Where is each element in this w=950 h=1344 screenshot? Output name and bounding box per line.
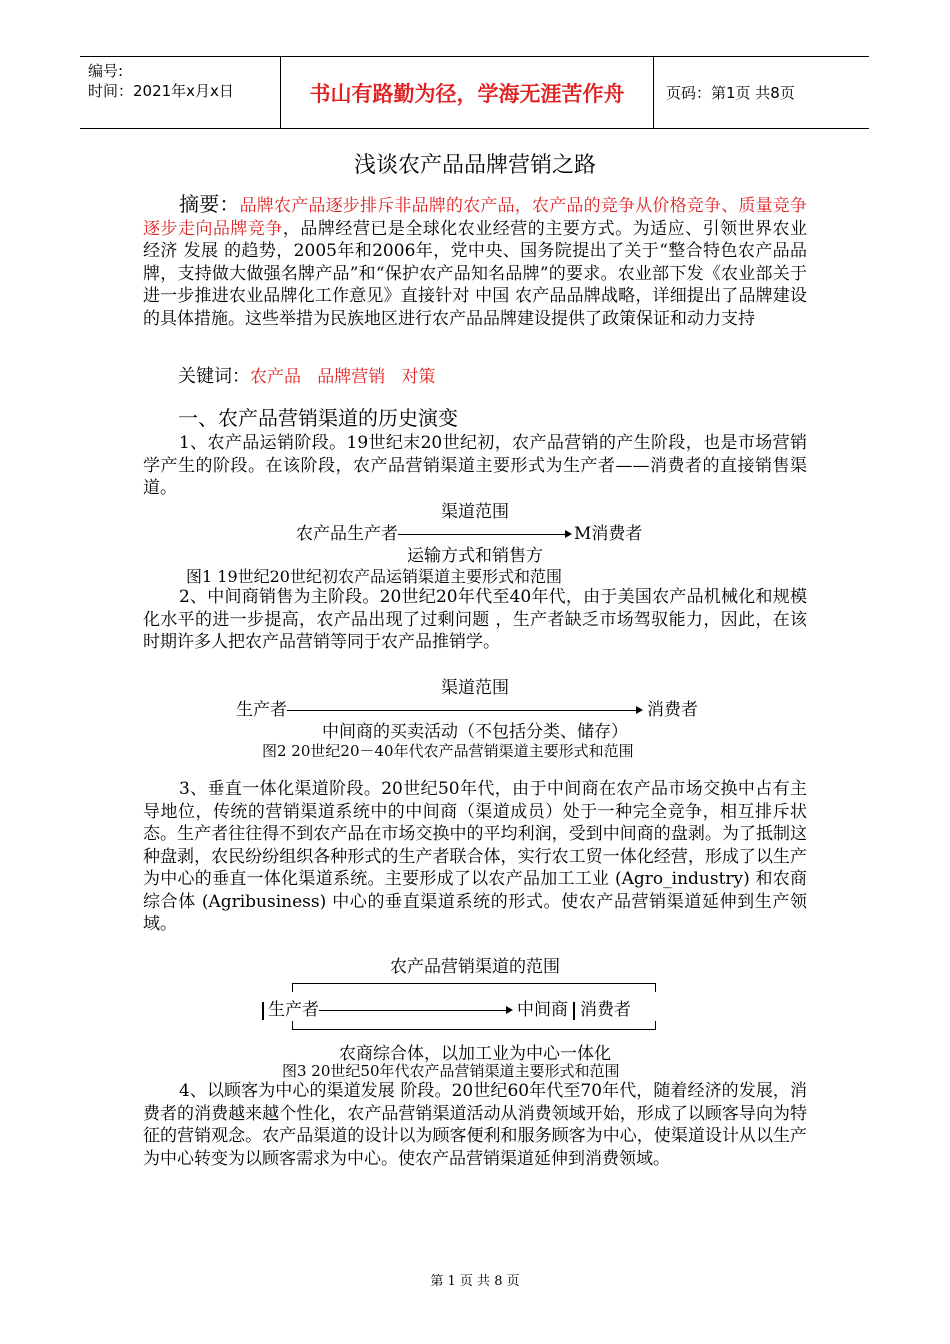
fig3-top-bracket <box>292 983 656 992</box>
header-meta <box>80 57 280 128</box>
fig3-bottom-bracket <box>292 1021 656 1030</box>
fig3-target: 消费者 <box>580 1000 631 1020</box>
arrow-icon <box>287 710 637 711</box>
arrow-icon <box>398 534 566 535</box>
abstract-text: ，品牌经营已是全球化农业经营的主要方式。为适应、引领世界农业 经济 发展 的趋势，2005年和2006年，党中央、国务院提出了关于“整合特色农产品品牌，支持做大做强名牌产品”和“保护农产品知名品牌”的要求。农业部下发《农业部关于进一步推进农业品牌化工作意见》直接针对 中国 农产品品牌战略，详细提出了品牌建设的具体措施。这些举措为民族地区进行农产品品牌建设提供了政策保证和动力支持 <box>143 218 808 329</box>
page-footer: 第 1 页 共 8 页 <box>430 1274 520 1289</box>
fig3-divider <box>573 1002 575 1020</box>
document-number-label: 编号: <box>88 62 124 80</box>
document-title: 浅谈农产品品牌营销之路 <box>353 153 596 178</box>
fig3-bottom-label: 农商综合体，以加工业为中心一体化 <box>339 1044 611 1064</box>
keywords-line <box>178 366 435 389</box>
fig2-target: 消费者 <box>647 700 698 720</box>
document-header <box>80 56 869 129</box>
fig2-caption: 图2 20世纪20－40年代农产品营销渠道主要形式和范围 <box>262 742 634 760</box>
fig2-bottom-label: 中间商的买卖活动（不包括分类、储存） <box>322 722 628 742</box>
fig1-top-label: 渠道范围 <box>441 502 509 522</box>
fig1-source: 农产品生产者 <box>296 524 398 544</box>
paragraph-3: 3、垂直一体化渠道阶段。20世纪50年代，由于中间商在农产品市场交换中占有主导地位，传统的营销渠道系统中的中间商（渠道成员）处于一种完全竞争，相互排斥状态。生产者往往得不到农产品在市场交换中的平均利润，受到中间商的盘剥。为了抵制这种盘剥，农民纷纷组织各种形式的生产者联合体，实行农工贸一体化经营，形成了以生产为中心的垂直一体化渠道系统。主要形成了以农产品加工工业 (Agro_industry) 和农商综合体 (Agribusiness) 中心的垂直渠道系统的形式。使农产品营销渠道延伸到生产领域。 <box>143 779 807 934</box>
header-page-info: 页码：第1页 共8页 <box>666 84 795 102</box>
document-time-label: 时间：2021年x月x日 <box>88 82 234 100</box>
paragraph-4: 4、以顾客为中心的渠道发展 阶段。20世纪60年代至70年代，随着经济的发展，消费者的消费越来越个性化，农产品营销渠道活动从消费领域开始，形成了以顾客导向为特征的营销观念。农产品渠道的设计以为顾客便利和服务顾客为中心，使渠道设计从以生产为中心转变为以顾客需求为中心。使农产品营销渠道延伸到消费领域。 <box>143 1081 807 1169</box>
fig3-left-bar <box>262 1002 264 1020</box>
fig3-source: 生产者 <box>268 1000 319 1020</box>
section-heading: 一、农产品营销渠道的历史演变 <box>178 406 458 430</box>
paragraph-1: 1、农产品运销阶段。19世纪末20世纪初，农产品营销的产生阶段，也是市场营销学产生的阶段。在该阶段，农产品营销渠道主要形式为生产者——消费者的直接销售渠道。 <box>143 433 807 498</box>
fig3-caption: 图3 20世纪50年代农产品营销渠道主要形式和范围 <box>282 1062 620 1080</box>
fig2-source: 生产者 <box>236 700 287 720</box>
fig3-middle: 中间商 <box>517 1000 568 1020</box>
header-motto: 书山有路勤为径，学海无涯苦作舟 <box>280 57 654 128</box>
fig2-top-label: 渠道范围 <box>441 678 509 698</box>
keywords-items: 农产品 品牌营销 对策 <box>250 367 436 387</box>
arrow-icon <box>319 1010 507 1011</box>
abstract-paragraph <box>143 193 807 330</box>
fig3-top-label: 农产品营销渠道的范围 <box>390 957 560 977</box>
paragraph-2: 2、中间商销售为主阶段。20世纪20年代至40年代，由于美国农产品机械化和规模化水平的进一步提高，农产品出现了过剩问题 ，生产者缺乏市场驾驭能力，因此，在该时期许多人把农产品营销等同于农产品推销学。 <box>143 587 807 652</box>
abstract-label: 摘要： <box>179 192 240 216</box>
fig1-caption: 图1 19世纪20世纪初农产品运销渠道主要形式和范围 <box>186 567 562 586</box>
fig1-bottom-label: 运输方式和销售方 <box>407 546 543 566</box>
fig1-target: M消费者 <box>574 524 643 544</box>
fig3-flow <box>262 995 631 1020</box>
abstract-highlight: 品牌农产品逐步排斥非品牌的农产品，农产品的竞争从价格竞争、质量竞争逐步走向品牌竞争 <box>143 196 808 239</box>
keywords-label: 关键词： <box>178 366 250 387</box>
